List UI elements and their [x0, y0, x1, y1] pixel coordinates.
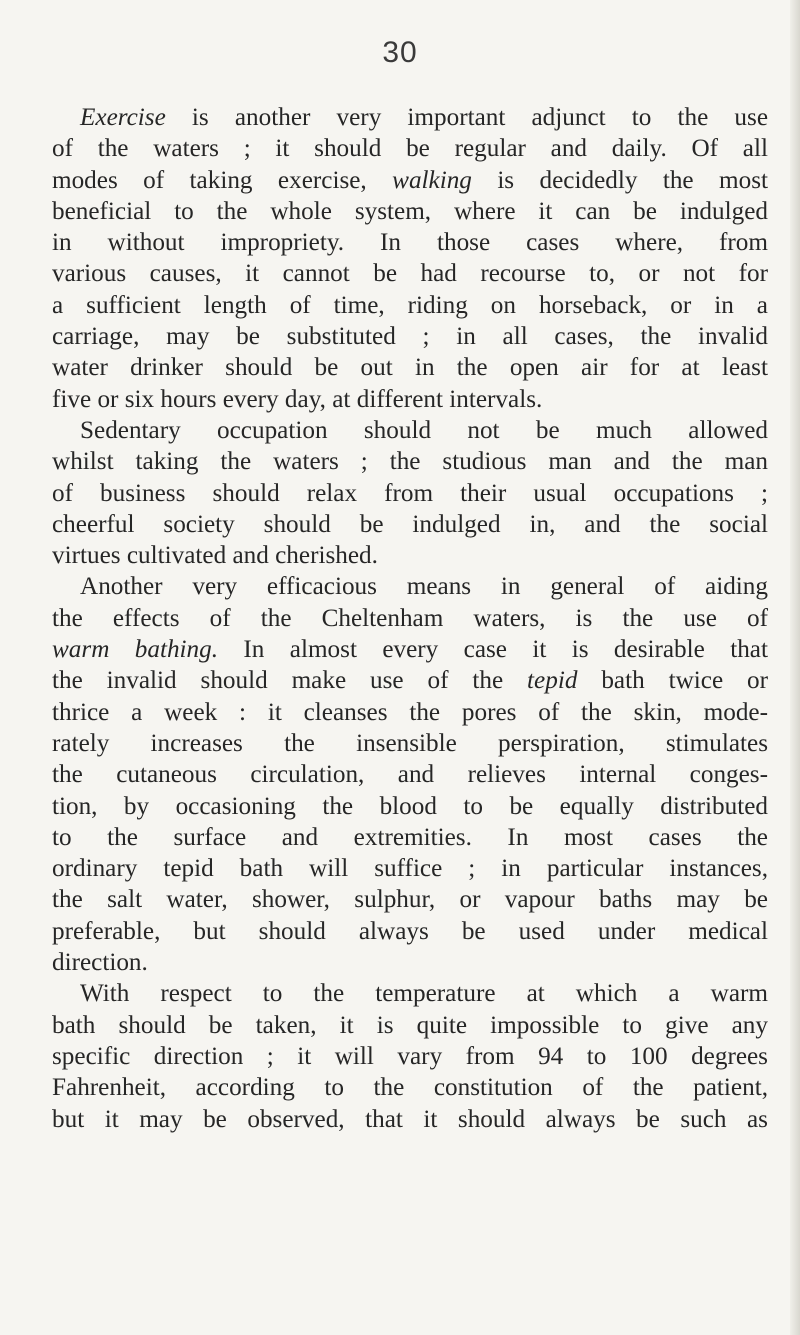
text-line — [52, 978, 768, 1009]
text-line — [52, 822, 768, 853]
text-run: modes of taking exercise, — [52, 166, 393, 194]
page-number: 30 — [382, 36, 418, 69]
page-edge — [790, 0, 800, 1335]
text-line — [52, 165, 768, 196]
text-run: With respect to the temperature at which a warm — [80, 980, 768, 1008]
text-run: thrice a week : it cleanses the pores of the skin, mode- — [52, 698, 768, 726]
text-line — [52, 540, 768, 571]
text-line — [52, 102, 768, 133]
text-run: the effects of the Cheltenham waters, is the use of — [52, 604, 768, 632]
text-line — [52, 1010, 768, 1041]
text-run: bath should be taken, it is quite impossible to give any — [52, 1011, 768, 1039]
text-line — [52, 759, 768, 790]
text-run: various causes, it cannot be had recourse to, or not for — [52, 260, 768, 288]
text-run: in without impropriety. In those cases where, from — [52, 229, 768, 257]
text-run: the cutaneous circulation, and relieves internal conges- — [52, 761, 768, 789]
text-line — [52, 321, 768, 352]
text-run: direction. — [52, 949, 148, 977]
text-line — [52, 290, 768, 321]
text-run: carriage, may be substituted ; in all cases, the invalid — [52, 323, 768, 351]
text-line — [52, 884, 768, 915]
text-line — [52, 446, 768, 477]
text-run: of business should relax from their usual occupations ; — [52, 479, 768, 507]
text-run: Sedentary occupation should not be much allowed — [80, 416, 768, 444]
text-run: to the surface and extremities. In most cases the — [52, 823, 768, 851]
text-line — [52, 384, 768, 415]
text-run: Fahrenheit, according to the constitution of the patient, — [52, 1074, 768, 1102]
text-line — [52, 697, 768, 728]
text-run: is another very important adjunct to the use — [165, 104, 768, 131]
text-run: In almost every case it is desirable that — [218, 636, 768, 664]
text-run: five or six hours every day, at different intervals. — [52, 385, 543, 413]
text-line — [52, 947, 768, 978]
text-run: bath twice or — [577, 667, 768, 695]
text-line — [52, 728, 768, 759]
text-line — [52, 634, 768, 665]
text-line — [52, 258, 768, 289]
text-run: virtues cultivated and cherished. — [52, 542, 378, 570]
text-line — [52, 853, 768, 884]
text-run: the invalid should make use of the — [52, 667, 528, 695]
text-run: rately increases the insensible perspiration, stimulates — [52, 729, 768, 757]
text-run: of the waters ; it should be regular and daily. Of all — [52, 135, 768, 163]
text-line — [52, 1072, 768, 1103]
text-line — [52, 916, 768, 947]
italic-text: tepid — [527, 667, 578, 695]
text-line — [52, 509, 768, 540]
text-line — [52, 791, 768, 822]
text-run: tion, by occasioning the blood to be equally distributed — [52, 792, 768, 820]
text-line — [52, 352, 768, 383]
text-run: water drinker should be out in the open air for at least — [52, 354, 768, 382]
text-run: whilst taking the waters ; the studious man and the man — [52, 448, 768, 476]
text-run: a sufficient length of time, riding on horseback, or in a — [52, 291, 768, 319]
italic-text: Exercise — [80, 104, 166, 131]
text-line — [52, 133, 768, 164]
text-line — [52, 478, 768, 509]
text-run: the salt water, shower, sulphur, or vapour baths may be — [52, 886, 768, 914]
text-run: but it may be observed, that it should always be such as — [52, 1105, 768, 1133]
italic-text: warm bathing. — [52, 636, 219, 664]
text-run: preferable, but should always be used under medical — [52, 917, 768, 945]
text-line — [52, 196, 768, 227]
text-run: specific direction ; it will vary from 94 to 100 degrees — [52, 1042, 768, 1070]
text-line — [52, 571, 768, 602]
text-run: is decidedly the most — [471, 166, 769, 194]
text-line — [52, 227, 768, 258]
text-run: beneficial to the whole system, where it can be indulged — [52, 197, 768, 225]
text-line — [52, 603, 768, 634]
text-run: Another very efficacious means in general of aiding — [80, 573, 768, 601]
text-run: ordinary tepid bath will suffice ; in particular instances, — [52, 855, 768, 883]
text-line — [52, 1041, 768, 1072]
italic-text: walking — [392, 166, 472, 194]
text-line — [52, 1104, 768, 1135]
body-text — [52, 102, 768, 1135]
text-line — [52, 665, 768, 696]
text-line — [52, 415, 768, 446]
text-run: cheerful society should be indulged in, and the social — [52, 510, 768, 538]
